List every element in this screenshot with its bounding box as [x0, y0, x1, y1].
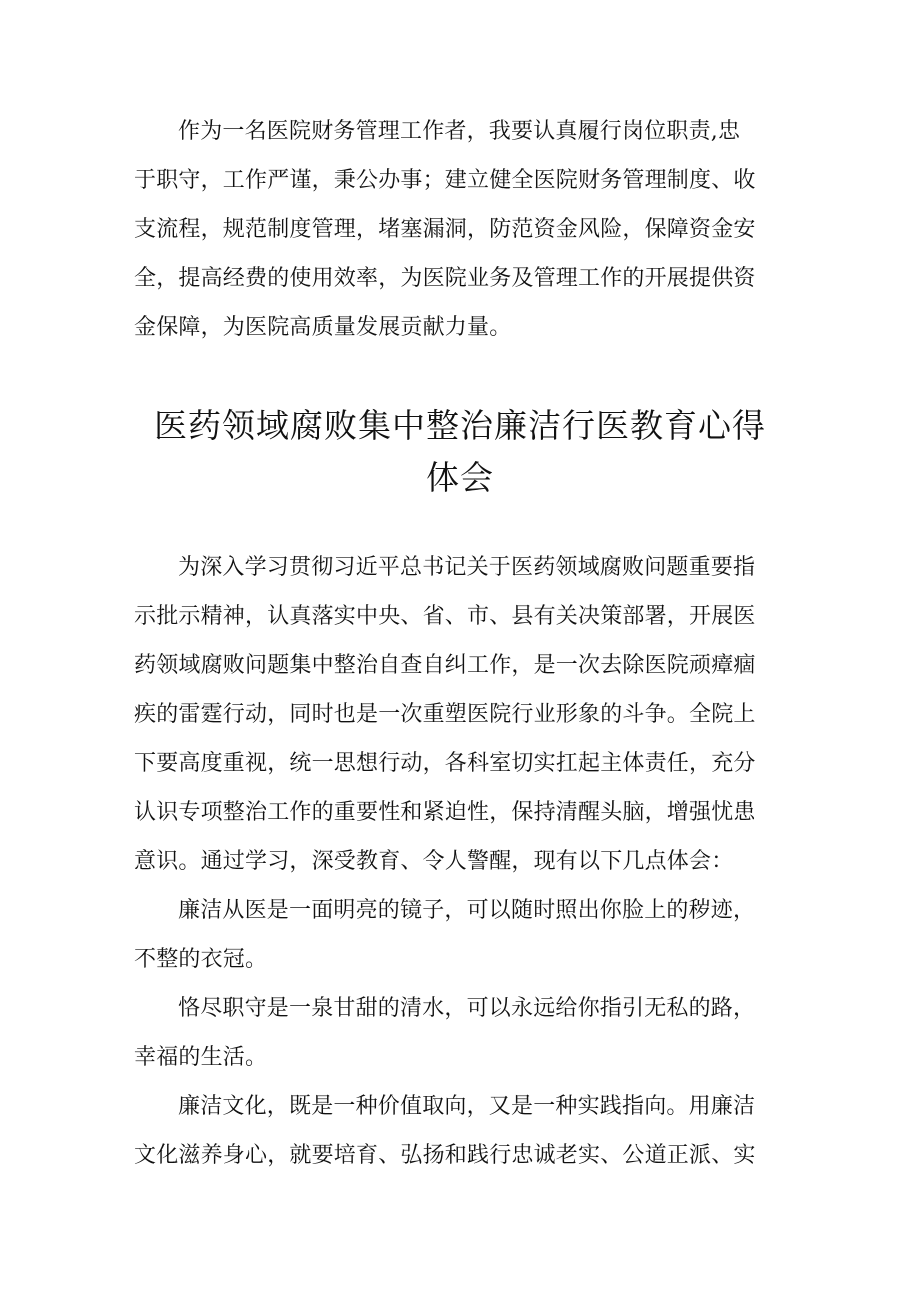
body-paragraph-1 — [134, 543, 794, 886]
body-paragraph-4 — [134, 1082, 794, 1180]
paragraph-line: 全，提高经费的使用效率，为医院业务及管理工作的开展提供资 — [134, 266, 756, 291]
paragraph-line: 支流程，规范制度管理，堵塞漏洞，防范资金风险，保障资金安 — [134, 217, 756, 242]
paragraph-line: 幸福的生活。 — [134, 1045, 268, 1070]
paragraph-line: 恪尽职守是一泉甘甜的清水，可以永远给你指引无私的路， — [178, 996, 756, 1021]
paragraph-line: 金保障，为医院高质量发展贡献力量。 — [134, 315, 512, 340]
paragraph-line: 下要高度重视，统一思想行动，各科室切实扛起主体责任，充分 — [134, 751, 756, 776]
paragraph-line: 药领域腐败问题集中整治自查自纠工作，是一次去除医院顽瘴痼 — [134, 653, 756, 678]
intro-paragraph — [134, 107, 794, 352]
paragraph-line: 廉洁从医是一面明亮的镜子，可以随时照出你脸上的秽迹， — [178, 898, 756, 923]
paragraph-line: 疾的雷霆行动，同时也是一次重塑医院行业形象的斗争。全院上 — [134, 702, 756, 727]
paragraph-line: 认识专项整治工作的重要性和紧迫性，保持清醒头脑，增强忧患 — [134, 800, 756, 825]
paragraph-line: 示批示精神，认真落实中央、省、市、县有关决策部署，开展医 — [134, 604, 756, 629]
body-paragraph-3 — [134, 984, 794, 1082]
document-title — [110, 400, 810, 504]
paragraph-line: 廉洁文化，既是一种价值取向，又是一种实践指向。用廉洁 — [178, 1094, 756, 1119]
body-paragraph-2 — [134, 886, 794, 984]
paragraph-line: 不整的衣冠。 — [134, 947, 268, 972]
paragraph-line: 意识。通过学习，深受教育、令人警醒，现有以下几点体会： — [134, 849, 734, 874]
title-line: 体会 — [426, 458, 494, 497]
paragraph-line: 为深入学习贯彻习近平总书记关于医药领域腐败问题重要指 — [178, 555, 756, 580]
title-line: 医药领域腐败集中整治廉洁行医教育心得 — [154, 406, 766, 445]
paragraph-line: 作为一名医院财务管理工作者，我要认真履行岗位职责,忠 — [178, 119, 741, 144]
paragraph-line: 文化滋养身心，就要培育、弘扬和践行忠诚老实、公道正派、实 — [134, 1143, 756, 1168]
paragraph-line: 于职守，工作严谨，秉公办事；建立健全医院财务管理制度、收 — [134, 168, 756, 193]
